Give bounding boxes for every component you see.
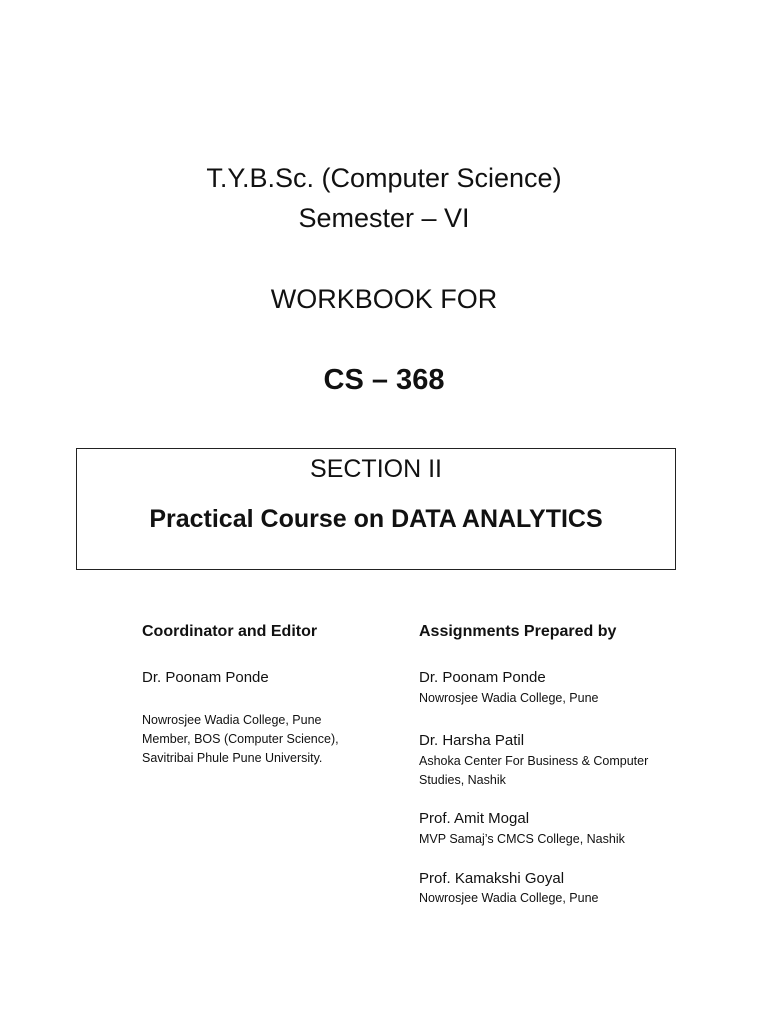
preparer-affiliation-line: Nowrosjee Wadia College, Pune <box>419 691 599 705</box>
preparer-name: Prof. Amit Mogal <box>419 810 530 827</box>
coordinator-affiliation-line: Member, BOS (Computer Science), <box>142 732 339 746</box>
preparer-affiliation <box>419 830 625 849</box>
preparer-name: Dr. Harsha Patil <box>419 732 525 749</box>
semester-title: Semester – VI <box>298 203 470 233</box>
preparer-affiliation <box>419 752 648 790</box>
preparer-affiliation-line: Studies, Nashik <box>419 773 506 787</box>
section-box <box>76 448 676 570</box>
preparer-name: Prof. Kamakshi Goyal <box>419 870 565 887</box>
program-title: T.Y.B.Sc. (Computer Science) <box>206 163 562 193</box>
preparer-affiliation-line: Nowrosjee Wadia College, Pune <box>419 891 599 905</box>
workbook-heading: WORKBOOK FOR <box>270 284 498 314</box>
preparer-affiliation <box>419 889 599 908</box>
section-title: Practical Course on DATA ANALYTICS <box>149 505 603 533</box>
preparers-heading: Assignments Prepared by <box>419 623 617 640</box>
section-label: SECTION II <box>310 455 442 483</box>
coordinator-affiliation <box>142 711 339 768</box>
coordinator-affiliation-line: Savitribai Phule Pune University. <box>142 751 323 765</box>
coordinator-heading: Coordinator and Editor <box>142 623 318 640</box>
preparer-name: Dr. Poonam Ponde <box>419 669 546 686</box>
preparer-affiliation-line: Ashoka Center For Business & Computer <box>419 754 649 768</box>
course-code: CS – 368 <box>323 364 445 396</box>
coordinator-affiliation-line: Nowrosjee Wadia College, Pune <box>142 713 322 727</box>
preparer-affiliation-line: MVP Samaj’s CMCS College, Nashik <box>419 832 625 846</box>
coordinator-name: Dr. Poonam Ponde <box>142 669 269 686</box>
preparer-affiliation <box>419 689 599 708</box>
